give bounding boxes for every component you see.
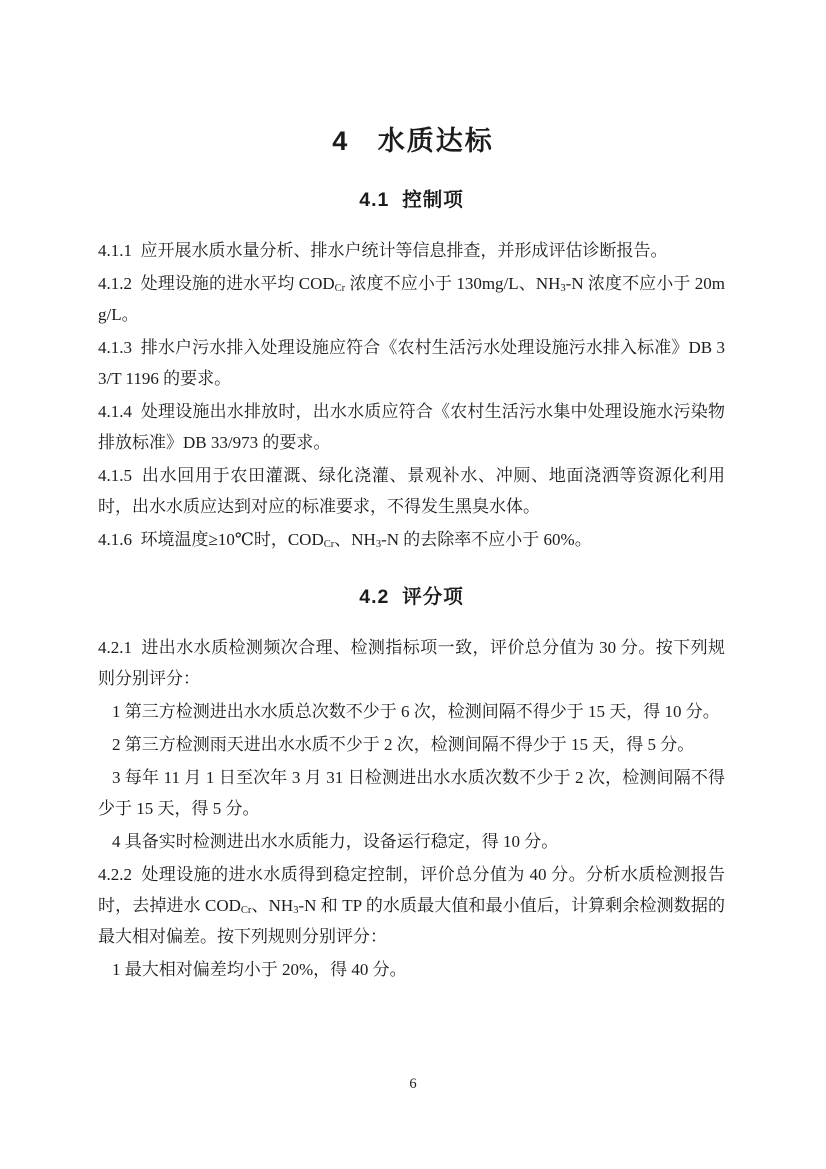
chapter-title: 4 水质达标: [332, 126, 494, 156]
paragraph-text: 4.1.1 应开展水质水量分析、排水户统计等信息排查，并形成评估诊断报告。: [98, 241, 668, 260]
article-paragraph: [98, 460, 725, 522]
paragraph-text: -N 的去除率不应小于 60%。: [381, 530, 592, 549]
paragraph-text: 2 第三方检测雨天进出水水质不少于 2 次，检测间隔不得少于 15 天，得 5 分。: [112, 735, 695, 754]
paragraph-text: 3 每年 11 月 1 日至次年 3 月 31 日检测进出水水质次数不少于 2 次，检测间隔不得少于 15 天，得 5 分。: [98, 768, 725, 818]
article-paragraph: [98, 632, 725, 694]
paragraph-text: 4.2.1 进出水水质检测频次合理、检测指标项一致，评价总分值为 30 分。按下列规则分别评分：: [98, 638, 725, 688]
clause-paragraph: [98, 729, 725, 760]
paragraph-text: 、NH: [334, 530, 376, 549]
subscript-text: Cr: [240, 904, 252, 916]
paragraph-text: 4.1.3 排水户污水排入处理设施应符合《农村生活污水处理设施污水排入标准》DB 33/T 1196 的要求。: [98, 338, 725, 388]
paragraph-text: 4.1.5 出水回用于农田灌溉、绿化浇灌、景观补水、冲厕、地面浇洒等资源化利用时，出水水质应达到对应的标准要求，不得发生黑臭水体。: [98, 466, 725, 516]
article-paragraph: [98, 235, 725, 266]
section-heading: 4.1 控制项: [359, 189, 464, 211]
subscript-text: Cr: [334, 282, 346, 294]
subscript-text: 3: [560, 282, 566, 294]
section-heading: 4.2 评分项: [359, 586, 464, 608]
paragraph-text: 浓度不应小于 130mg/L、NH: [345, 274, 561, 293]
paragraph-text: 、NH: [251, 896, 294, 915]
article-paragraph: [98, 524, 725, 555]
paragraph-text: 4.2.2 处理设施的进水水质得到稳定控制，评价总分值为 40 分。分析水质检测报告时，去掉进水 COD: [98, 865, 725, 915]
article-paragraph: [98, 332, 725, 394]
paragraph-text: 4.1.2 处理设施的进水平均 COD: [98, 274, 335, 293]
paragraph-text: 1 第三方检测进出水水质总次数不少于 6 次，检测间隔不得少于 15 天，得 10 分。: [112, 702, 720, 721]
document-body: [0, 187, 826, 985]
subscript-text: 3: [375, 538, 382, 550]
paragraph-text: 4.1.6 环境温度≥10℃时，COD: [98, 530, 324, 549]
subscript-text: Cr: [323, 538, 335, 550]
paragraph-text: -N 浓度不应小于 20mg/L。: [98, 274, 725, 324]
article-paragraph: [98, 859, 725, 952]
clause-paragraph: [98, 826, 725, 857]
subscript-text: 3: [293, 904, 299, 916]
paragraph-text: 4 具备实时检测进出水水质能力，设备运行稳定，得 10 分。: [112, 832, 559, 851]
paragraph-text: 4.1.4 处理设施出水排放时，出水水质应符合《农村生活污水集中处理设施水污染物排放标准》DB 33/973 的要求。: [98, 402, 725, 452]
clause-paragraph: [98, 696, 725, 727]
article-paragraph: [98, 396, 725, 458]
clause-paragraph: [98, 954, 725, 985]
article-paragraph: [98, 268, 725, 330]
paragraph-text: -N 和 TP 的水质最大值和最小值后，计算剩余检测数据的最大相对偏差。按下列规则分别评分：: [98, 896, 725, 946]
paragraph-text: 1 最大相对偏差均小于 20%，得 40 分。: [112, 960, 407, 979]
page-number: 6: [409, 1076, 417, 1092]
clause-paragraph: [98, 762, 725, 824]
